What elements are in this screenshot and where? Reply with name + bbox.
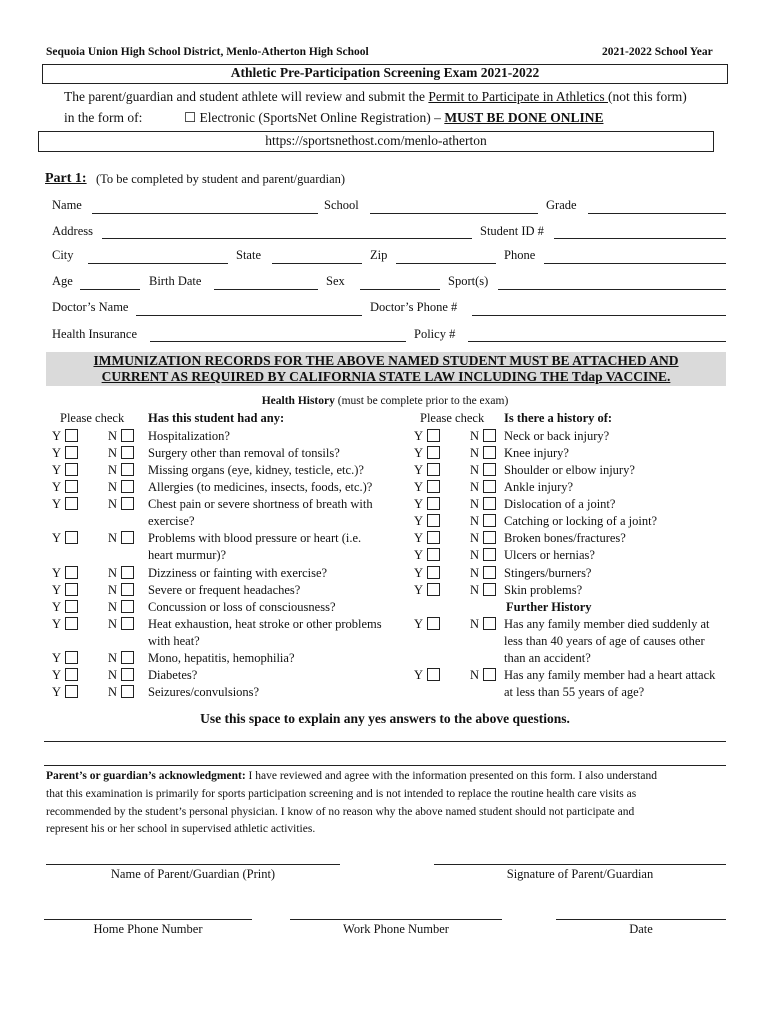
yes-checkbox[interactable] xyxy=(427,480,440,493)
birth-date-label: Birth Date xyxy=(149,274,202,288)
no-label: N xyxy=(470,480,480,494)
doctor-phone-label: Doctor’s Phone # xyxy=(370,300,458,314)
sports-input[interactable] xyxy=(498,289,726,290)
no-checkbox[interactable] xyxy=(121,651,134,664)
right-q10-yes-no xyxy=(414,583,496,598)
health-history-title xyxy=(0,395,770,407)
no-checkbox[interactable] xyxy=(121,600,134,613)
state-input[interactable] xyxy=(272,263,362,264)
no-label: N xyxy=(470,446,480,460)
no-label: N xyxy=(108,651,118,665)
left-question-9: Dizziness or fainting with exercise? xyxy=(148,566,328,580)
no-label: N xyxy=(108,446,118,460)
page-title: Athletic Pre-Participation Screening Exam 2021-2022 xyxy=(230,65,540,80)
permit-link[interactable]: Permit to Participate in Athletics xyxy=(428,89,608,104)
yes-label: Y xyxy=(52,497,62,511)
right-q7-yes-no xyxy=(414,531,496,546)
yes-label: Y xyxy=(52,600,62,614)
home-phone-input[interactable] xyxy=(44,919,252,920)
yes-checkbox[interactable] xyxy=(65,429,78,442)
no-label: N xyxy=(108,617,118,631)
no-label: N xyxy=(108,429,118,443)
no-checkbox[interactable] xyxy=(483,446,496,459)
age-label: Age xyxy=(52,274,73,288)
no-checkbox[interactable] xyxy=(121,429,134,442)
immunization-line2: CURRENT AS REQUIRED BY CALIFORNIA STATE LAW INCLUDING THE Tdap VACCINE. xyxy=(101,369,671,384)
no-checkbox[interactable] xyxy=(121,463,134,476)
right-question-2: Knee injury? xyxy=(504,446,569,460)
yes-checkbox[interactable] xyxy=(65,480,78,493)
left-question-10: Severe or frequent headaches? xyxy=(148,583,301,597)
yes-label: Y xyxy=(52,480,62,494)
no-label: N xyxy=(108,600,118,614)
home-phone-label: Home Phone Number xyxy=(93,922,203,936)
left-q2-yes-no xyxy=(52,446,134,461)
electronic-label: Electronic (SportsNet Online Registration) – xyxy=(199,110,445,125)
no-label: N xyxy=(108,480,118,494)
yes-checkbox[interactable] xyxy=(65,685,78,698)
right-question-3: Shoulder or elbow injury? xyxy=(504,463,635,477)
left-question-11: Concussion or loss of consciousness? xyxy=(148,600,336,614)
intro-line xyxy=(64,89,687,105)
left-question-3: Missing organs (eye, kidney, testicle, etc.)? xyxy=(148,463,364,477)
yes-label: Y xyxy=(52,566,62,580)
yes-label: Y xyxy=(414,531,424,545)
yes-label: Y xyxy=(414,463,424,477)
right-question-8: Ulcers or hernias? xyxy=(504,548,595,562)
left-question-7: Problems with blood pressure or heart (i.e. xyxy=(148,531,362,545)
left-q3-yes-no xyxy=(52,463,134,478)
student-id-input[interactable] xyxy=(554,238,726,239)
doctor-name-label: Doctor’s Name xyxy=(52,300,129,314)
further-history-heading: Further History xyxy=(506,600,592,614)
no-label: N xyxy=(108,531,118,545)
right-question-4: Ankle injury? xyxy=(504,480,574,494)
left-q10-yes-no xyxy=(52,583,134,598)
health-history-heading: Health History xyxy=(261,395,335,407)
yes-checkbox[interactable] xyxy=(427,446,440,459)
school-label: School xyxy=(324,198,359,212)
yes-label: Y xyxy=(414,429,424,443)
yes-label: Y xyxy=(52,429,62,443)
work-phone-label: Work Phone Number xyxy=(343,922,449,936)
health-history-note: (must be complete prior to the exam) xyxy=(334,395,509,407)
date-label: Date xyxy=(629,922,653,936)
explain-input-line-1[interactable] xyxy=(44,741,726,742)
left-q5-yes-no xyxy=(52,497,134,512)
explain-input-line-2[interactable] xyxy=(44,765,726,766)
name-input[interactable] xyxy=(92,213,318,214)
no-checkbox[interactable] xyxy=(483,531,496,544)
left-q12-yes-no xyxy=(52,617,134,632)
zip-label: Zip xyxy=(370,248,388,262)
parent-signature-label: Signature of Parent/Guardian xyxy=(506,867,654,881)
yes-checkbox[interactable] xyxy=(65,497,78,510)
right-q4-yes-no xyxy=(414,480,496,495)
left-question-8: heart murmur)? xyxy=(148,548,227,562)
policy-label: Policy # xyxy=(414,327,456,341)
state-label: State xyxy=(236,248,261,262)
further-q1-yes-no xyxy=(414,617,496,632)
no-label: N xyxy=(470,617,480,631)
intro-text-after: (not this form) xyxy=(607,89,687,104)
birth-date-input[interactable] xyxy=(214,289,318,290)
electronic-option xyxy=(184,110,603,126)
insurance-label: Health Insurance xyxy=(52,327,138,341)
right-q3-yes-no xyxy=(414,463,496,478)
checkbox-icon[interactable]: ☐ xyxy=(184,110,197,125)
no-checkbox[interactable] xyxy=(121,446,134,459)
grade-label: Grade xyxy=(546,198,577,212)
yes-checkbox[interactable] xyxy=(65,600,78,613)
right-q6-yes-no xyxy=(414,514,496,529)
no-checkbox[interactable] xyxy=(483,514,496,527)
ack-text1: I have reviewed and agree with the information presented on this form. I also understand xyxy=(245,770,657,782)
no-label: N xyxy=(108,497,118,511)
phone-input[interactable] xyxy=(544,263,726,264)
yes-checkbox[interactable] xyxy=(65,531,78,544)
no-label: N xyxy=(470,514,480,528)
city-input[interactable] xyxy=(88,263,228,264)
school-year: 2021-2022 School Year xyxy=(602,46,713,58)
yes-checkbox[interactable] xyxy=(65,668,78,681)
policy-input[interactable] xyxy=(468,341,726,342)
left-q1-yes-no xyxy=(52,429,134,444)
no-checkbox[interactable] xyxy=(483,548,496,561)
yes-label: Y xyxy=(414,566,424,580)
yes-checkbox[interactable] xyxy=(427,463,440,476)
yes-checkbox[interactable] xyxy=(427,583,440,596)
no-label: N xyxy=(470,566,480,580)
left-question-13: with heat? xyxy=(148,634,200,648)
student-id-label: Student ID # xyxy=(480,224,544,238)
address-input[interactable] xyxy=(102,238,472,239)
yes-checkbox[interactable] xyxy=(427,429,440,442)
yes-checkbox[interactable] xyxy=(427,514,440,527)
left-heading: Has this student had any: xyxy=(148,411,285,425)
yes-label: Y xyxy=(414,668,424,682)
yes-label: Y xyxy=(52,668,62,682)
please-check-left: Please check xyxy=(60,411,125,425)
yes-checkbox[interactable] xyxy=(427,668,440,681)
no-checkbox[interactable] xyxy=(121,531,134,544)
no-checkbox[interactable] xyxy=(483,668,496,681)
yes-label: Y xyxy=(414,583,424,597)
no-checkbox[interactable] xyxy=(121,685,134,698)
ack-label: Parent’s or guardian’s acknowledgment: xyxy=(46,770,246,782)
no-label: N xyxy=(108,463,118,477)
left-question-6: exercise? xyxy=(148,514,195,528)
further-q4-yes-no xyxy=(414,668,496,683)
no-label: N xyxy=(108,685,118,699)
left-question-12: Heat exhaustion, heat stroke or other problems xyxy=(148,617,382,631)
left-question-5: Chest pain or severe shortness of breath with xyxy=(148,497,373,511)
registration-url[interactable]: https://sportsnethost.com/menlo-atherton xyxy=(265,133,487,148)
work-phone-input[interactable] xyxy=(290,919,502,920)
age-input[interactable] xyxy=(80,289,140,290)
further-question-1: Has any family member died suddenly at xyxy=(504,617,710,631)
address-label: Address xyxy=(52,224,93,238)
part1-label: Part 1: xyxy=(45,171,87,186)
yes-label: Y xyxy=(52,531,62,545)
date-input[interactable] xyxy=(556,919,726,920)
left-question-4: Allergies (to medicines, insects, foods, etc.)? xyxy=(148,480,373,494)
insurance-input[interactable] xyxy=(150,341,406,342)
doctor-name-input[interactable] xyxy=(136,315,362,316)
immunization-line1: IMMUNIZATION RECORDS FOR THE ABOVE NAMED STUDENT MUST BE ATTACHED AND xyxy=(93,353,679,368)
yes-checkbox[interactable] xyxy=(65,566,78,579)
parent-name-label: Name of Parent/Guardian (Print) xyxy=(110,867,276,881)
no-checkbox[interactable] xyxy=(121,617,134,630)
yes-label: Y xyxy=(414,617,424,631)
sex-input[interactable] xyxy=(360,289,440,290)
intro-text-before: The parent/guardian and student athlete will review and submit the xyxy=(64,89,429,104)
part1-note: (To be completed by student and parent/guardian) xyxy=(96,172,346,186)
yes-checkbox[interactable] xyxy=(427,531,440,544)
yes-label: Y xyxy=(52,583,62,597)
right-question-1: Neck or back injury? xyxy=(504,429,610,443)
no-checkbox[interactable] xyxy=(483,480,496,493)
right-heading: Is there a history of: xyxy=(504,411,613,425)
phone-label: Phone xyxy=(504,248,536,262)
yes-label: Y xyxy=(52,446,62,460)
right-q1-yes-no xyxy=(414,429,496,444)
no-checkbox[interactable] xyxy=(483,497,496,510)
please-check-right: Please check xyxy=(420,411,485,425)
left-q14-yes-no xyxy=(52,651,134,666)
yes-label: Y xyxy=(52,617,62,631)
ack-line4: represent his or her school in supervised athletic activities. xyxy=(46,823,316,835)
right-q5-yes-no xyxy=(414,497,496,512)
left-q7-yes-no xyxy=(52,531,134,546)
left-q9-yes-no xyxy=(52,566,134,581)
yes-checkbox[interactable] xyxy=(427,617,440,630)
right-q8-yes-no xyxy=(414,548,496,563)
explain-prompt: Use this space to explain any yes answers to the above questions. xyxy=(200,711,570,726)
no-label: N xyxy=(470,583,480,597)
left-question-14: Mono, hepatitis, hemophilia? xyxy=(148,651,295,665)
yes-checkbox[interactable] xyxy=(65,463,78,476)
ack-line2: that this examination is primarily for sports participation screening and is not intended to replace the routine health care visits as xyxy=(46,788,637,800)
no-checkbox[interactable] xyxy=(121,480,134,493)
parent-signature-input[interactable] xyxy=(434,864,726,865)
zip-input[interactable] xyxy=(396,263,496,264)
no-label: N xyxy=(108,583,118,597)
left-question-15: Diabetes? xyxy=(148,668,198,682)
yes-checkbox[interactable] xyxy=(65,617,78,630)
no-checkbox[interactable] xyxy=(121,668,134,681)
form-label: in the form of: xyxy=(64,110,143,125)
left-question-16: Seizures/convulsions? xyxy=(148,685,260,699)
yes-label: Y xyxy=(414,497,424,511)
no-label: N xyxy=(470,548,480,562)
yes-label: Y xyxy=(414,446,424,460)
no-checkbox[interactable] xyxy=(483,566,496,579)
yes-checkbox[interactable] xyxy=(65,446,78,459)
school-input[interactable] xyxy=(370,213,538,214)
yes-label: Y xyxy=(414,480,424,494)
no-label: N xyxy=(470,463,480,477)
left-question-1: Hospitalization? xyxy=(148,429,230,443)
further-question-3: than an accident? xyxy=(504,651,591,665)
name-label: Name xyxy=(52,198,82,212)
right-question-9: Stingers/burners? xyxy=(504,566,592,580)
must-online: MUST BE DONE ONLINE xyxy=(444,110,604,125)
no-label: N xyxy=(470,429,480,443)
yes-checkbox[interactable] xyxy=(427,566,440,579)
city-label: City xyxy=(52,248,74,262)
doctor-phone-input[interactable] xyxy=(472,315,726,316)
no-label: N xyxy=(108,566,118,580)
no-label: N xyxy=(470,668,480,682)
ack-line1 xyxy=(46,770,657,782)
left-q15-yes-no xyxy=(52,668,134,683)
no-checkbox[interactable] xyxy=(483,463,496,476)
right-question-6: Catching or locking of a joint? xyxy=(504,514,658,528)
sex-label: Sex xyxy=(326,274,345,288)
parent-name-input[interactable] xyxy=(46,864,340,865)
no-label: N xyxy=(108,668,118,682)
ack-line3: recommended by the student’s personal physician. I know of no reason why the above named student should not participate and xyxy=(46,806,635,818)
yes-checkbox[interactable] xyxy=(65,583,78,596)
right-question-5: Dislocation of a joint? xyxy=(504,497,616,511)
yes-label: Y xyxy=(52,651,62,665)
left-q16-yes-no xyxy=(52,685,134,700)
yes-label: Y xyxy=(414,514,424,528)
yes-checkbox[interactable] xyxy=(427,497,440,510)
no-checkbox[interactable] xyxy=(483,617,496,630)
right-question-10: Skin problems? xyxy=(504,583,583,597)
grade-input[interactable] xyxy=(588,213,726,214)
no-checkbox[interactable] xyxy=(121,497,134,510)
no-checkbox[interactable] xyxy=(483,429,496,442)
no-checkbox[interactable] xyxy=(483,583,496,596)
no-label: N xyxy=(470,531,480,545)
left-question-2: Surgery other than removal of tonsils? xyxy=(148,446,340,460)
sports-label: Sport(s) xyxy=(448,274,489,288)
further-question-2: less than 40 years of age of causes other xyxy=(504,634,705,648)
no-checkbox[interactable] xyxy=(121,583,134,596)
further-question-5: at less than 55 years of age? xyxy=(504,685,645,699)
right-question-7: Broken bones/fractures? xyxy=(504,531,626,545)
further-question-4: Has any family member had a heart attack xyxy=(504,668,716,682)
district-header: Sequoia Union High School District, Menlo-Atherton High School xyxy=(46,46,369,58)
yes-label: Y xyxy=(52,685,62,699)
yes-label: Y xyxy=(52,463,62,477)
left-q4-yes-no xyxy=(52,480,134,495)
yes-label: Y xyxy=(414,548,424,562)
yes-checkbox[interactable] xyxy=(65,651,78,664)
left-q11-yes-no xyxy=(52,600,134,615)
no-checkbox[interactable] xyxy=(121,566,134,579)
right-q9-yes-no xyxy=(414,566,496,581)
right-q2-yes-no xyxy=(414,446,496,461)
yes-checkbox[interactable] xyxy=(427,548,440,561)
no-label: N xyxy=(470,497,480,511)
